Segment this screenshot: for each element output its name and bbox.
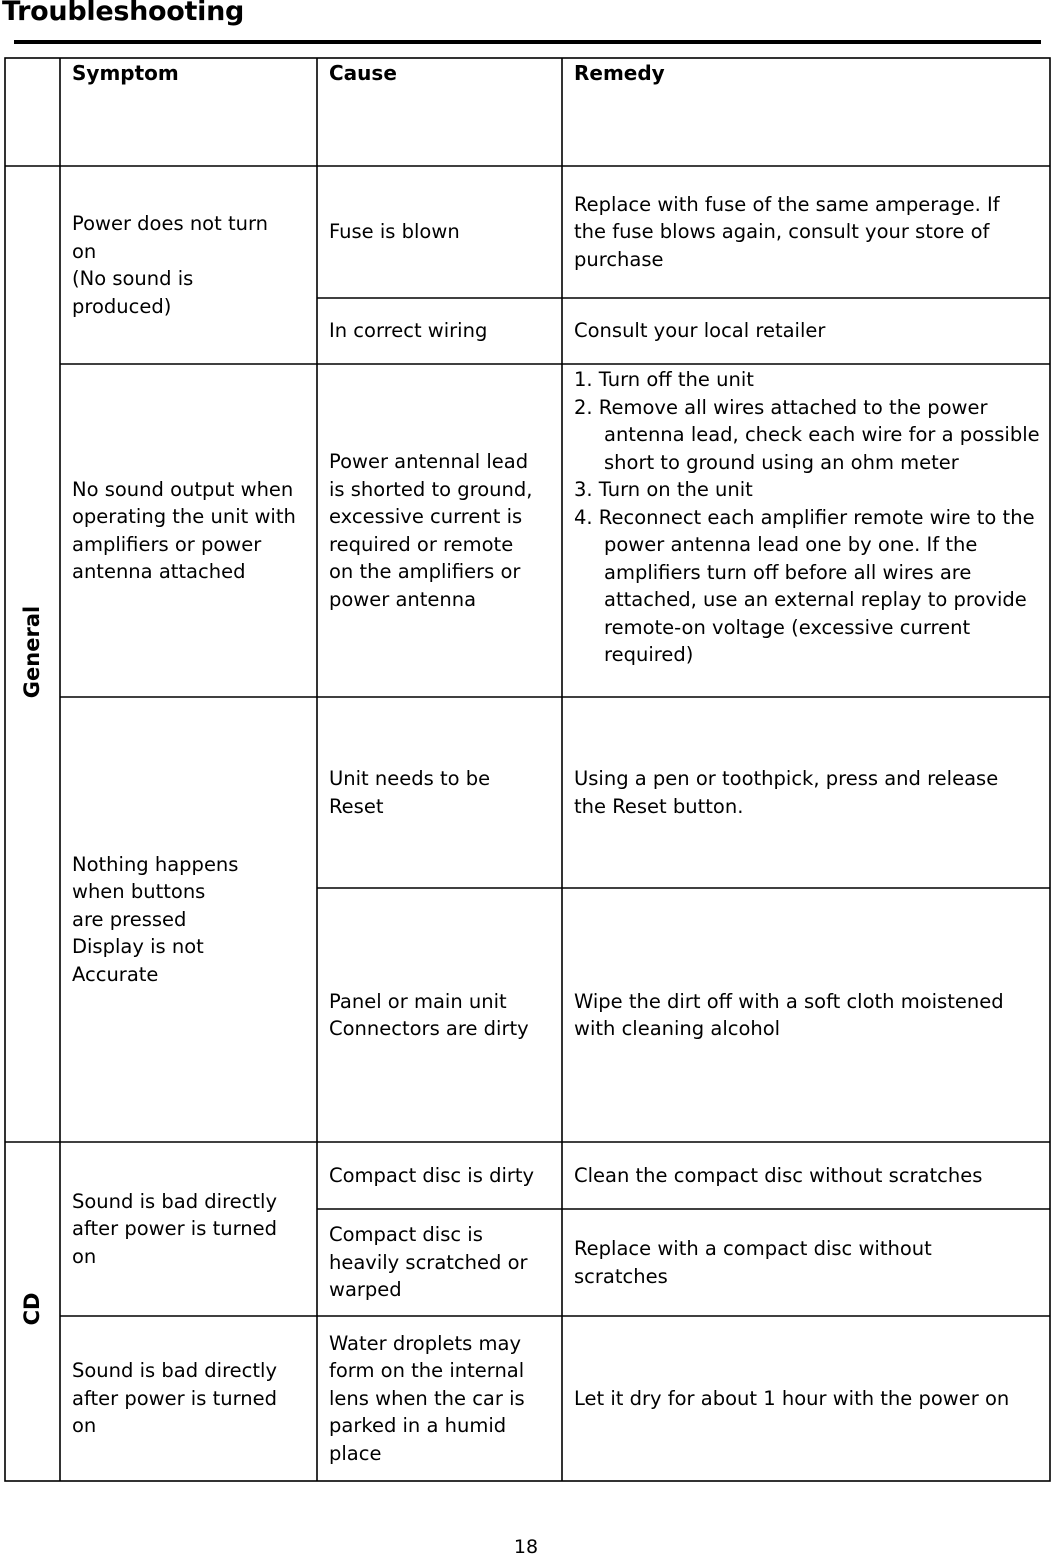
remedy-steps-list bbox=[574, 366, 1044, 669]
cause-text: Panel or main unit Connectors are dirty bbox=[329, 989, 529, 1040]
cause-text: Unit needs to be Reset bbox=[329, 767, 491, 818]
remedy-text: Let it dry for about 1 hour with the power on bbox=[574, 1386, 1010, 1410]
header-symptom: Symptom bbox=[72, 61, 179, 85]
symptom-text: Sound is bad directly after power is turned on bbox=[72, 1189, 277, 1268]
table-row-cause bbox=[319, 166, 562, 298]
table-row-symptom bbox=[62, 166, 317, 364]
symptom-text: No sound output when operating the unit with amplifiers or power antenna attached bbox=[72, 477, 296, 583]
symptom-text: Sound is bad directly after power is turned on bbox=[72, 1359, 277, 1438]
cause-text: Compact disc is heavily scratched or warped bbox=[329, 1223, 528, 1302]
section-label-cd: CD bbox=[20, 1292, 44, 1326]
table-row-cause bbox=[319, 298, 562, 364]
table-row-remedy bbox=[564, 166, 1050, 298]
cause-text: Compact disc is dirty bbox=[329, 1163, 535, 1187]
cause-text: Fuse is blown bbox=[329, 220, 460, 244]
cause-text: Water droplets may form on the internal lens when the car is parked in a humid place bbox=[329, 1331, 525, 1465]
table-row-remedy bbox=[564, 364, 1050, 697]
remedy-text: Clean the compact disc without scratches bbox=[574, 1163, 983, 1187]
symptom-text: Nothing happens when buttons are pressed Display is not Accurate bbox=[72, 852, 239, 986]
table-row-remedy bbox=[564, 1142, 1050, 1209]
table-row-remedy bbox=[564, 1316, 1050, 1481]
table-row-symptom bbox=[62, 1142, 317, 1316]
remedy-step: 2. Remove all wires attached to the power antenna lead, check each wire for a possible short to ground using an ohm meter bbox=[574, 395, 1040, 474]
table-row-remedy bbox=[564, 1209, 1050, 1316]
cause-text: Power antennal lead is shorted to ground, excessive current is required or remote on the amplifiers or power antenna bbox=[329, 450, 533, 611]
table-row-cause bbox=[319, 1316, 562, 1481]
page-title: Troubleshooting bbox=[2, 0, 245, 27]
table-row-remedy bbox=[564, 298, 1050, 364]
cause-text: In correct wiring bbox=[329, 319, 488, 343]
table-row-cause bbox=[319, 697, 562, 888]
remedy-step: 1. Turn off the unit bbox=[574, 368, 754, 391]
remedy-text: Replace with a compact disc without scratches bbox=[574, 1237, 932, 1288]
remedy-text: Replace with fuse of the same amperage. If the fuse blows again, consult your store of purchase bbox=[574, 192, 1000, 271]
table-row-cause bbox=[319, 364, 562, 697]
remedy-text: Wipe the dirt off with a soft cloth moistened with cleaning alcohol bbox=[574, 989, 1004, 1040]
remedy-text: Consult your local retailer bbox=[574, 319, 826, 343]
header-remedy: Remedy bbox=[574, 61, 665, 85]
table-row-symptom bbox=[62, 697, 317, 1142]
remedy-step: 3. Turn on the unit bbox=[574, 478, 753, 501]
table-row-remedy bbox=[564, 888, 1050, 1142]
table-row-remedy bbox=[564, 697, 1050, 888]
remedy-step: 4. Reconnect each amplifier remote wire to the power antenna lead one by one. If the amplifiers turn off before all wires are attached, use an external replay to provide remote-on voltage (excessive current required) bbox=[574, 505, 1035, 666]
header-cause: Cause bbox=[329, 61, 397, 85]
table-row-cause bbox=[319, 1209, 562, 1316]
table-row-symptom bbox=[62, 1316, 317, 1481]
table-row-symptom bbox=[62, 364, 317, 697]
table-row-cause bbox=[319, 888, 562, 1142]
section-label-general: General bbox=[20, 605, 44, 699]
table-row-cause bbox=[319, 1142, 562, 1209]
remedy-text: Using a pen or toothpick, press and release the Reset button. bbox=[574, 767, 999, 818]
symptom-text: Power does not turn on (No sound is produced) bbox=[72, 212, 268, 318]
page-number: 18 bbox=[513, 1536, 539, 1558]
